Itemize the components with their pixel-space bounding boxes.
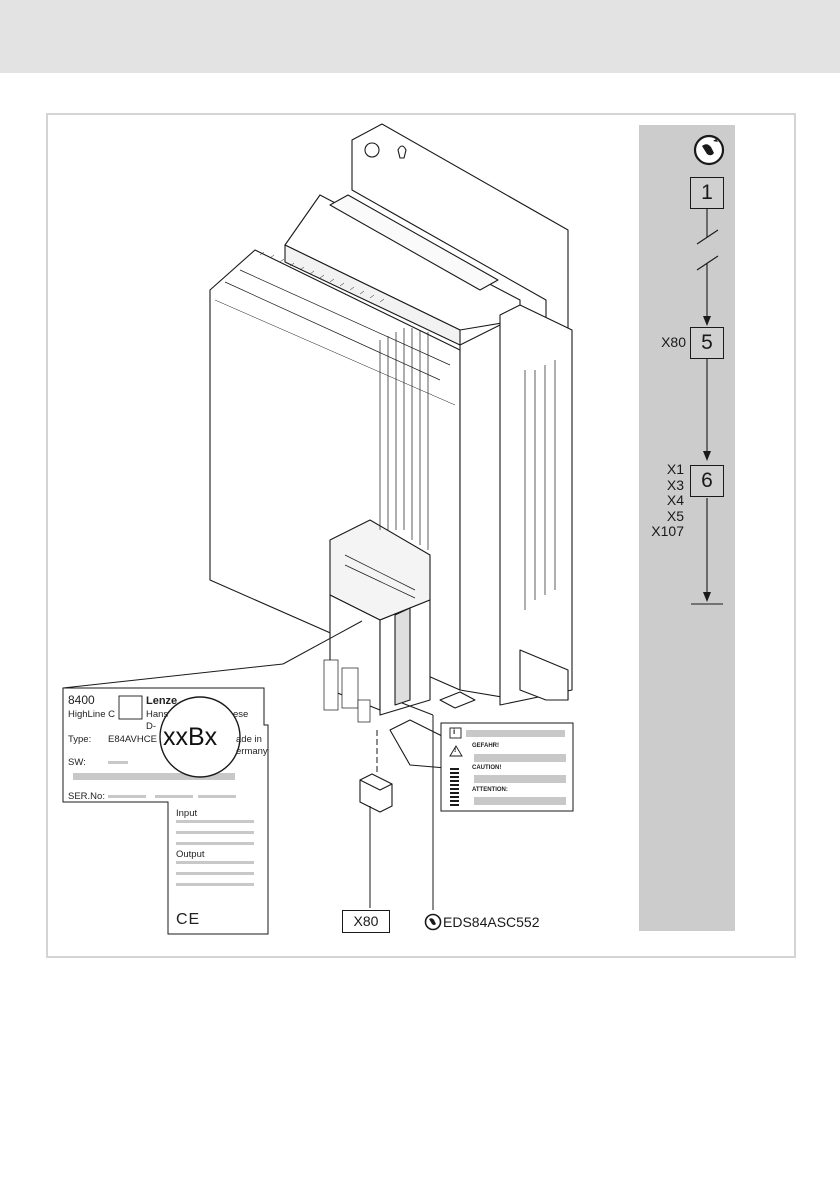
connector-x3: X3 — [666, 476, 684, 493]
connector-x107: X107 — [651, 523, 684, 539]
warning-gefahr: GEFAHR! — [472, 743, 499, 749]
nameplate-type-label: Type: — [68, 734, 92, 745]
nameplate-serial-label: SER.No: — [68, 791, 105, 802]
step-1-box: 1 — [690, 177, 724, 209]
step-6-box: 6 — [690, 465, 724, 497]
connector-x4: X4 — [666, 492, 684, 508]
warning-caution: CAUTION! — [472, 765, 502, 771]
nameplate-address-3: ese — [233, 709, 249, 720]
step-5-connector: X80 — [661, 334, 686, 350]
step-6-connectors — [640, 462, 684, 540]
nameplate-address-2: D- — [146, 721, 157, 732]
warning-triangle-icon: ! — [454, 747, 457, 754]
document-reference: EDS84ASC552 — [443, 914, 540, 930]
step-5-box: 5 — [690, 327, 724, 359]
nameplate-brand: Lenze — [146, 695, 178, 707]
ce-mark: CE — [176, 911, 201, 928]
nameplate-magnified-code: xxBx — [163, 723, 218, 751]
connector-x1: X1 — [666, 461, 684, 477]
x80-callout: X80 — [342, 910, 390, 933]
nameplate-model: 8400 — [68, 693, 95, 707]
info-icon: i — [453, 727, 456, 736]
nameplate-made-in-2: ermany — [236, 746, 268, 757]
nameplate-type-value: E84AVHCE — [108, 734, 157, 745]
nameplate-input-label: Input — [176, 808, 198, 819]
nameplate-made-in-1: ade in — [236, 734, 262, 745]
nameplate-address-1: Hans — [146, 709, 169, 720]
warning-attention: ATTENTION: — [472, 787, 508, 793]
nameplate-output-label: Output — [176, 849, 205, 860]
connector-x5: X5 — [666, 507, 684, 524]
nameplate-series: HighLine C — [68, 709, 115, 720]
nameplate-sw-label: SW: — [68, 757, 86, 768]
